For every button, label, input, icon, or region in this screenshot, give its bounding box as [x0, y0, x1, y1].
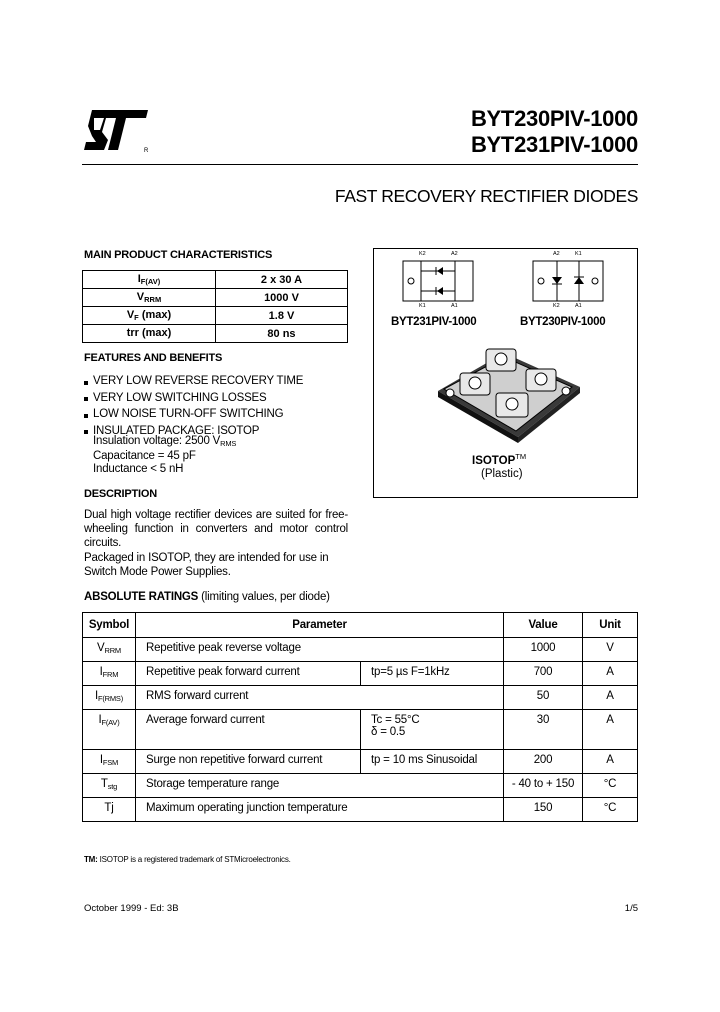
- rating-symbol: Tj: [83, 798, 136, 822]
- rating-condition: tp = 10 ms Sinusoidal: [361, 750, 504, 774]
- rating-symbol: $V_{RRM}$: [83, 638, 136, 662]
- characteristic-row: [83, 289, 348, 307]
- edition-date: October 1999 - Ed: 3B: [84, 903, 179, 914]
- rating-value: 700: [504, 662, 583, 686]
- isotop-details: [93, 435, 236, 476]
- feature-item: [84, 390, 303, 407]
- package-name: ISOTOP™: [472, 452, 527, 467]
- rating-symbol: $I_{F(RMS)}$: [83, 686, 136, 710]
- insulation-voltage: Insulation voltage: 2500 $V_{RMS}$: [93, 435, 237, 448]
- part-number-1: BYT230PIV-1000: [470, 106, 638, 131]
- rating-parameter: Maximum operating junction temperature: [136, 798, 504, 822]
- pin-label: A1: [451, 303, 458, 309]
- rating-parameter: RMS forward current: [136, 686, 504, 710]
- characteristic-row: [83, 271, 348, 289]
- characteristic-value: 2 x 30 A: [216, 271, 348, 289]
- part-number-2: BYT231PIV-1000: [470, 132, 638, 157]
- pin-label: A2: [553, 251, 560, 257]
- pin-label: A1: [575, 303, 582, 309]
- registered-mark: R: [144, 148, 149, 154]
- rating-row: [83, 774, 638, 798]
- bullet-icon: [84, 397, 88, 401]
- pin-label: K2: [553, 303, 560, 309]
- feature-item: [84, 406, 303, 423]
- col-unit: Unit: [583, 613, 638, 638]
- label-byt230: BYT230PIV-1000: [520, 316, 606, 328]
- absolute-ratings-table: [82, 612, 638, 822]
- rating-value: 1000: [504, 638, 583, 662]
- main-characteristics-table: [82, 270, 348, 343]
- characteristic-row: [83, 307, 348, 325]
- characteristic-symbol: $I_{F(AV)}$: [83, 271, 216, 289]
- absolute-ratings-heading: ABSOLUTE RATINGS (limiting values, per diode): [84, 591, 330, 603]
- rating-value: 50: [504, 686, 583, 710]
- rating-unit: A: [583, 710, 638, 750]
- rating-unit: °C: [583, 774, 638, 798]
- rating-value: 150: [504, 798, 583, 822]
- rating-row: [83, 662, 638, 686]
- characteristic-value: 1000 V: [216, 289, 348, 307]
- rating-unit: A: [583, 662, 638, 686]
- pin-label: K1: [575, 251, 582, 257]
- rating-condition: Tc = 55°C δ = 0.5: [361, 710, 504, 750]
- rating-row: [83, 686, 638, 710]
- characteristic-symbol: $V_F$ (max): [83, 307, 216, 325]
- page-subtitle: FAST RECOVERY RECTIFIER DIODES: [334, 186, 638, 206]
- characteristic-symbol: $V_{RRM}$: [83, 289, 216, 307]
- rating-symbol: $I_{F(AV)}$: [83, 710, 136, 750]
- pin-label: A2: [451, 251, 458, 257]
- characteristic-value: 80 ns: [216, 325, 348, 343]
- rating-row: [83, 798, 638, 822]
- page-number: 1/5: [624, 903, 638, 914]
- rating-symbol: $I_{FSM}$: [83, 750, 136, 774]
- description-title: DESCRIPTION: [84, 488, 157, 500]
- characteristic-symbol: trr (max): [83, 325, 216, 343]
- inductance: Inductance < 5 nH: [93, 463, 184, 475]
- rating-parameter: Storage temperature range: [136, 774, 504, 798]
- bullet-icon: [84, 414, 88, 418]
- rating-parameter: Repetitive peak reverse voltage: [136, 638, 504, 662]
- rating-parameter: Surge non repetitive forward current: [136, 750, 361, 774]
- package-box: [373, 248, 638, 498]
- col-symbol: Symbol: [83, 613, 136, 638]
- st-logo: [82, 108, 152, 154]
- col-parameter: Parameter: [136, 613, 504, 638]
- trademark-footnote: TM: ISOTOP is a registered trademark of STMicroelectronics.: [84, 855, 291, 864]
- rating-parameter: Average forward current: [136, 710, 361, 750]
- header-rule: [82, 164, 638, 165]
- description-para-1: Dual high voltage rectifier devices are suited for free-wheeling function in converters and motor control circuits.: [84, 509, 348, 549]
- pin-label: K1: [419, 303, 426, 309]
- rating-unit: A: [583, 686, 638, 710]
- feature-text: VERY LOW SWITCHING LOSSES: [93, 391, 267, 404]
- rating-unit: °C: [583, 798, 638, 822]
- feature-text: INSULATED PACKAGE: ISOTOP: [93, 424, 260, 437]
- rating-unit: V: [583, 638, 638, 662]
- feature-item: [84, 373, 303, 390]
- description-para-2: Packaged in ISOTOP, they are intended for use in Switch Mode Power Supplies.: [84, 552, 329, 578]
- rating-value: 30: [504, 710, 583, 750]
- pin-label: K2: [419, 251, 426, 257]
- rating-value: 200: [504, 750, 583, 774]
- main-characteristics-title: MAIN PRODUCT CHARACTERISTICS: [84, 249, 273, 261]
- capacitance: Capacitance = 45 pF: [93, 450, 196, 462]
- rating-symbol: $T_{stg}$: [83, 774, 136, 798]
- bullet-icon: [84, 381, 88, 385]
- features-list: [84, 373, 303, 439]
- feature-text: LOW NOISE TURN-OFF SWITCHING: [93, 408, 284, 421]
- characteristic-row: [83, 325, 348, 343]
- rating-row: [83, 710, 638, 750]
- col-value: Value: [504, 613, 583, 638]
- feature-text: VERY LOW REVERSE RECOVERY TIME: [93, 375, 304, 388]
- rating-condition: tp=5 µs F=1kHz: [361, 662, 504, 686]
- features-title: FEATURES AND BENEFITS: [84, 352, 223, 364]
- bullet-icon: [84, 430, 88, 434]
- rating-parameter: Repetitive peak forward current: [136, 662, 361, 686]
- schematic-byt230: [531, 251, 605, 313]
- characteristic-value: 1.8 V: [216, 307, 348, 325]
- rating-row: [83, 750, 638, 774]
- rating-unit: A: [583, 750, 638, 774]
- schematic-byt231: [401, 251, 475, 313]
- isotop-package-image: [434, 339, 584, 445]
- rating-symbol: $I_{FRM}$: [83, 662, 136, 686]
- rating-value: - 40 to + 150: [504, 774, 583, 798]
- rating-row: [83, 638, 638, 662]
- label-byt231: BYT231PIV-1000: [391, 316, 477, 328]
- package-note: (Plastic): [481, 468, 523, 480]
